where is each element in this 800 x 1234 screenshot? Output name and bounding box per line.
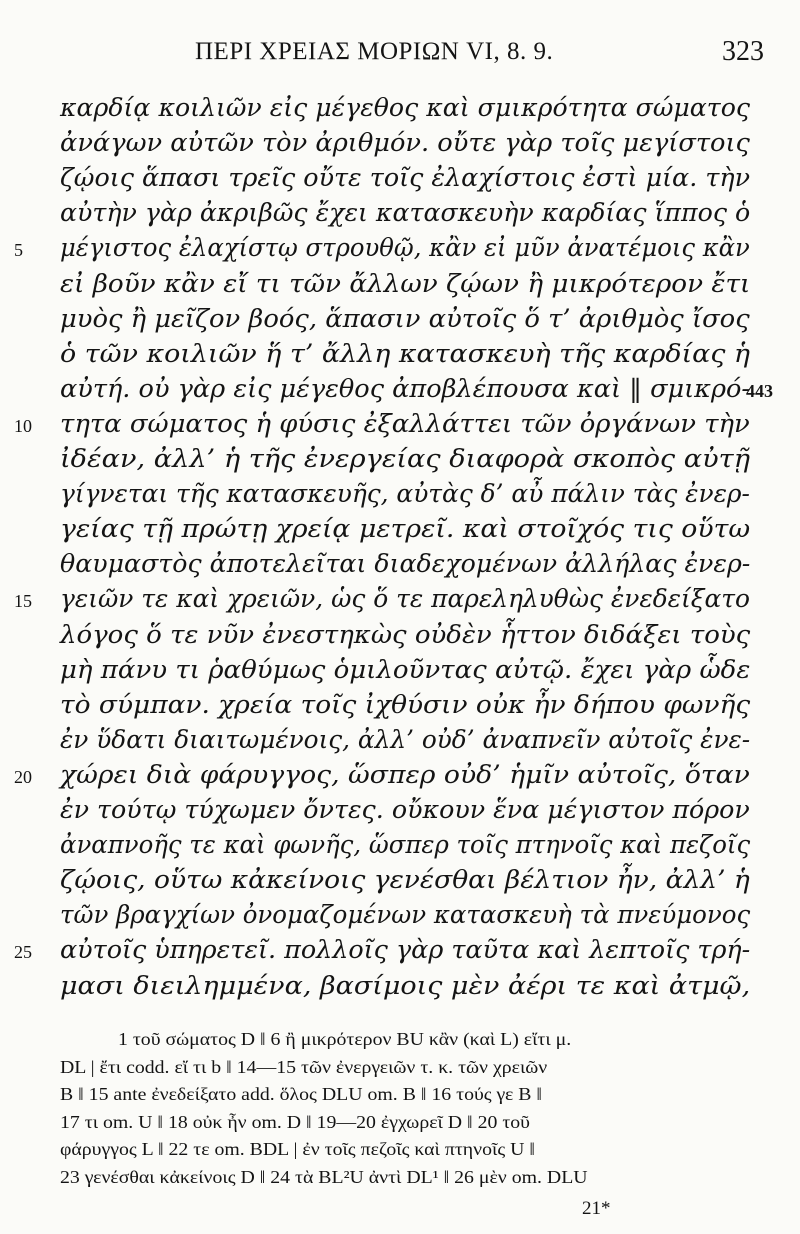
text-line [0, 825, 800, 865]
footnote-text: 17 τι om. U ‖ 18 οὐκ ἦν om. D ‖ 19—20 ἐγχωρεῖ D ‖ 20 τοῦ [60, 1111, 530, 1132]
line-text: γειῶν τε καὶ χρειῶν, ὡς ὅ τε παρεληλυθὼς ἐνεδείξατο [60, 584, 751, 614]
line-text: ἐν ὕδατι διαιτωμένοις, ἀλλ’ οὐδ’ ἀναπνεῖν αὐτοῖς ἐνε- [60, 724, 751, 754]
footnote-line [0, 1135, 800, 1163]
text-line [0, 790, 800, 830]
text-line [0, 650, 800, 690]
line-text: ὁ τῶν κοιλιῶν ἥ τ’ ἄλλη κατασκευὴ τῆς καρδίας ἡ [60, 338, 751, 368]
line-text: ἀναπνοῆς τε καὶ φωνῆς, ὥσπερ τοῖς πτηνοῖς καὶ πεζοῖς [60, 830, 751, 860]
line-text: ζῴοις ἅπασι τρεῖς οὔτε τοῖς ἐλαχίστοις ἐστὶ μία. τὴν [60, 163, 751, 193]
text-line [0, 439, 800, 479]
footnote-text: 23 γενέσθαι κἀκείνοις D ‖ 24 τὰ BL²U ἀντὶ DL¹ ‖ 26 μὲν om. DLU [60, 1166, 588, 1187]
footnote-text: 1 τοῦ σώματος D ‖ 6 ἢ μικρότερον BU κἂν (καὶ L) εἴτι μ. [118, 1029, 572, 1049]
line-number: 10 [14, 415, 32, 436]
line-text: χώρει διὰ φάρυγγος, ὥσπερ οὐδ’ ἡμῖν αὐτοῖς, ὅταν [60, 759, 750, 789]
page-number: 323 [722, 36, 764, 67]
text-line [0, 509, 800, 549]
line-text: μὴ πάνυ τι ῥαθύμως ὁμιλοῦντας αὐτῷ. ἔχει γὰρ ὧδε [60, 654, 751, 684]
line-text: ἰδέαν, ἀλλ’ ἡ τῆς ἐνεργείας διαφορὰ σκοπὸς αὐτῇ [60, 444, 750, 473]
line-text: ἀνάγων αὐτῶν τὸν ἀριθμόν. οὔτε γὰρ τοῖς μεγίστοις [60, 128, 750, 158]
line-text: τητα σώματος ἡ φύσις ἐξαλλάττει τῶν ὀργάνων τὴν [60, 408, 750, 438]
line-text: μυὸς ἢ μεῖζον βοός, ἅπασιν αὐτοῖς ὅ τ’ ἀριθμὸς ἴσος [60, 303, 750, 333]
text-line [0, 369, 800, 409]
line-text: ζῴοις, οὕτω κἀκείνοις γενέσθαι βέλτιον ἦν, ἀλλ’ ἡ [60, 865, 750, 895]
line-text: λόγος ὅ τε νῦν ἐνεστηκὼς οὐδὲν ἧττον διδάξει τοὺς [60, 619, 751, 649]
text-line [0, 895, 800, 935]
text-line [0, 860, 800, 900]
running-title: ΠΕΡΙ ΧΡΕΙΑΣ ΜΟΡΙΩΝ VI, 8. 9. [195, 38, 554, 65]
text-line [0, 966, 800, 1006]
text-line [0, 88, 800, 128]
line-text: μασι διειλημμένα, βασίμοις μὲν ἀέρι τε καὶ ἀτμῷ, [60, 970, 751, 1000]
line-text: καρδίᾳ κοιλιῶν εἰς μέγεθος καὶ σμικρότητα σώματος [60, 93, 751, 122]
line-text: αὐτοῖς ὑπηρετεῖ. πολλοῖς γὰρ ταῦτα καὶ λεπτοῖς τρή- [60, 935, 751, 965]
text-line [0, 228, 800, 268]
line-number: 5 [14, 240, 23, 261]
text-line [0, 123, 800, 163]
text-line [0, 685, 800, 725]
footnote-text: B ‖ 15 ante ἐνεδείξατο add. ὅλος DLU om. B ‖ 16 τούς γε B ‖ [60, 1084, 542, 1104]
footnote-text: DL | ἔτι codd. εἴ τι b ‖ 14—15 τῶν ἐνεργειῶν τ. κ. τῶν χρειῶν [60, 1056, 548, 1077]
text-line [0, 474, 800, 514]
footnote-line [0, 1053, 800, 1081]
text-line [0, 579, 800, 619]
line-number: 25 [14, 942, 32, 963]
text-line [0, 158, 800, 198]
line-text: αὐτή. οὐ γὰρ εἰς μέγεθος ἀποβλέπουσα καὶ ‖ σμικρό- [60, 373, 751, 403]
footnote-text: φάρυγγος L ‖ 22 τε om. BDL | ἐν τοῖς πεζοῖς καὶ πτηνοῖς U ‖ [60, 1139, 535, 1159]
page-header [0, 34, 800, 74]
text-line [0, 615, 800, 655]
text-line [0, 544, 800, 584]
footnote-line [0, 1108, 800, 1136]
line-text: τῶν βραγχίων ὀνομαζομένων κατασκευὴ τὰ πνεύμονος [60, 900, 751, 930]
footnote-line [0, 1025, 800, 1053]
text-line [0, 930, 800, 970]
margin-reference: 443 [746, 380, 773, 401]
text-line [0, 299, 800, 339]
line-text: θαυμαστὸς ἀποτελεῖται διαδεχομένων ἀλλήλας ἐνερ- [60, 549, 751, 579]
line-number: 15 [14, 591, 32, 612]
text-line [0, 720, 800, 760]
line-text: μέγιστος ἐλαχίστῳ στρουθῷ, κἂν εἰ μῦν ἀνατέμοις κἂν [60, 233, 750, 263]
line-text: γείας τῇ πρώτῃ χρείᾳ μετρεῖ. καὶ στοῖχός τις οὕτω [60, 514, 751, 544]
footnote-line [0, 1080, 800, 1108]
line-text: γίγνεται τῆς κατασκευῆς, αὐτὰς δ’ αὖ πάλιν τὰς ἐνερ- [60, 479, 750, 509]
line-text: ἐν τούτῳ τύχωμεν ὄντες. οὔκουν ἕνα μέγιστον πόρον [60, 795, 750, 824]
text-line [0, 755, 800, 795]
line-number: 20 [14, 766, 32, 787]
text-line [0, 193, 800, 233]
line-text: τὸ σύμπαν. χρεία τοῖς ἰχθύσιν οὐκ ἦν δήπου φωνῆς [60, 689, 751, 719]
footnote-line [0, 1163, 800, 1191]
printer-signature: 21* [582, 1198, 611, 1219]
line-text: αὐτὴν γὰρ ἀκριβῶς ἔχει κατασκευὴν καρδίας ἵππος ὁ [60, 198, 751, 228]
text-line [0, 334, 800, 374]
text-line [0, 404, 800, 444]
text-line [0, 264, 800, 304]
line-text: εἰ βοῦν κἂν εἴ τι τῶν ἄλλων ζῴων ἢ μικρότερον ἔτι [60, 268, 751, 298]
